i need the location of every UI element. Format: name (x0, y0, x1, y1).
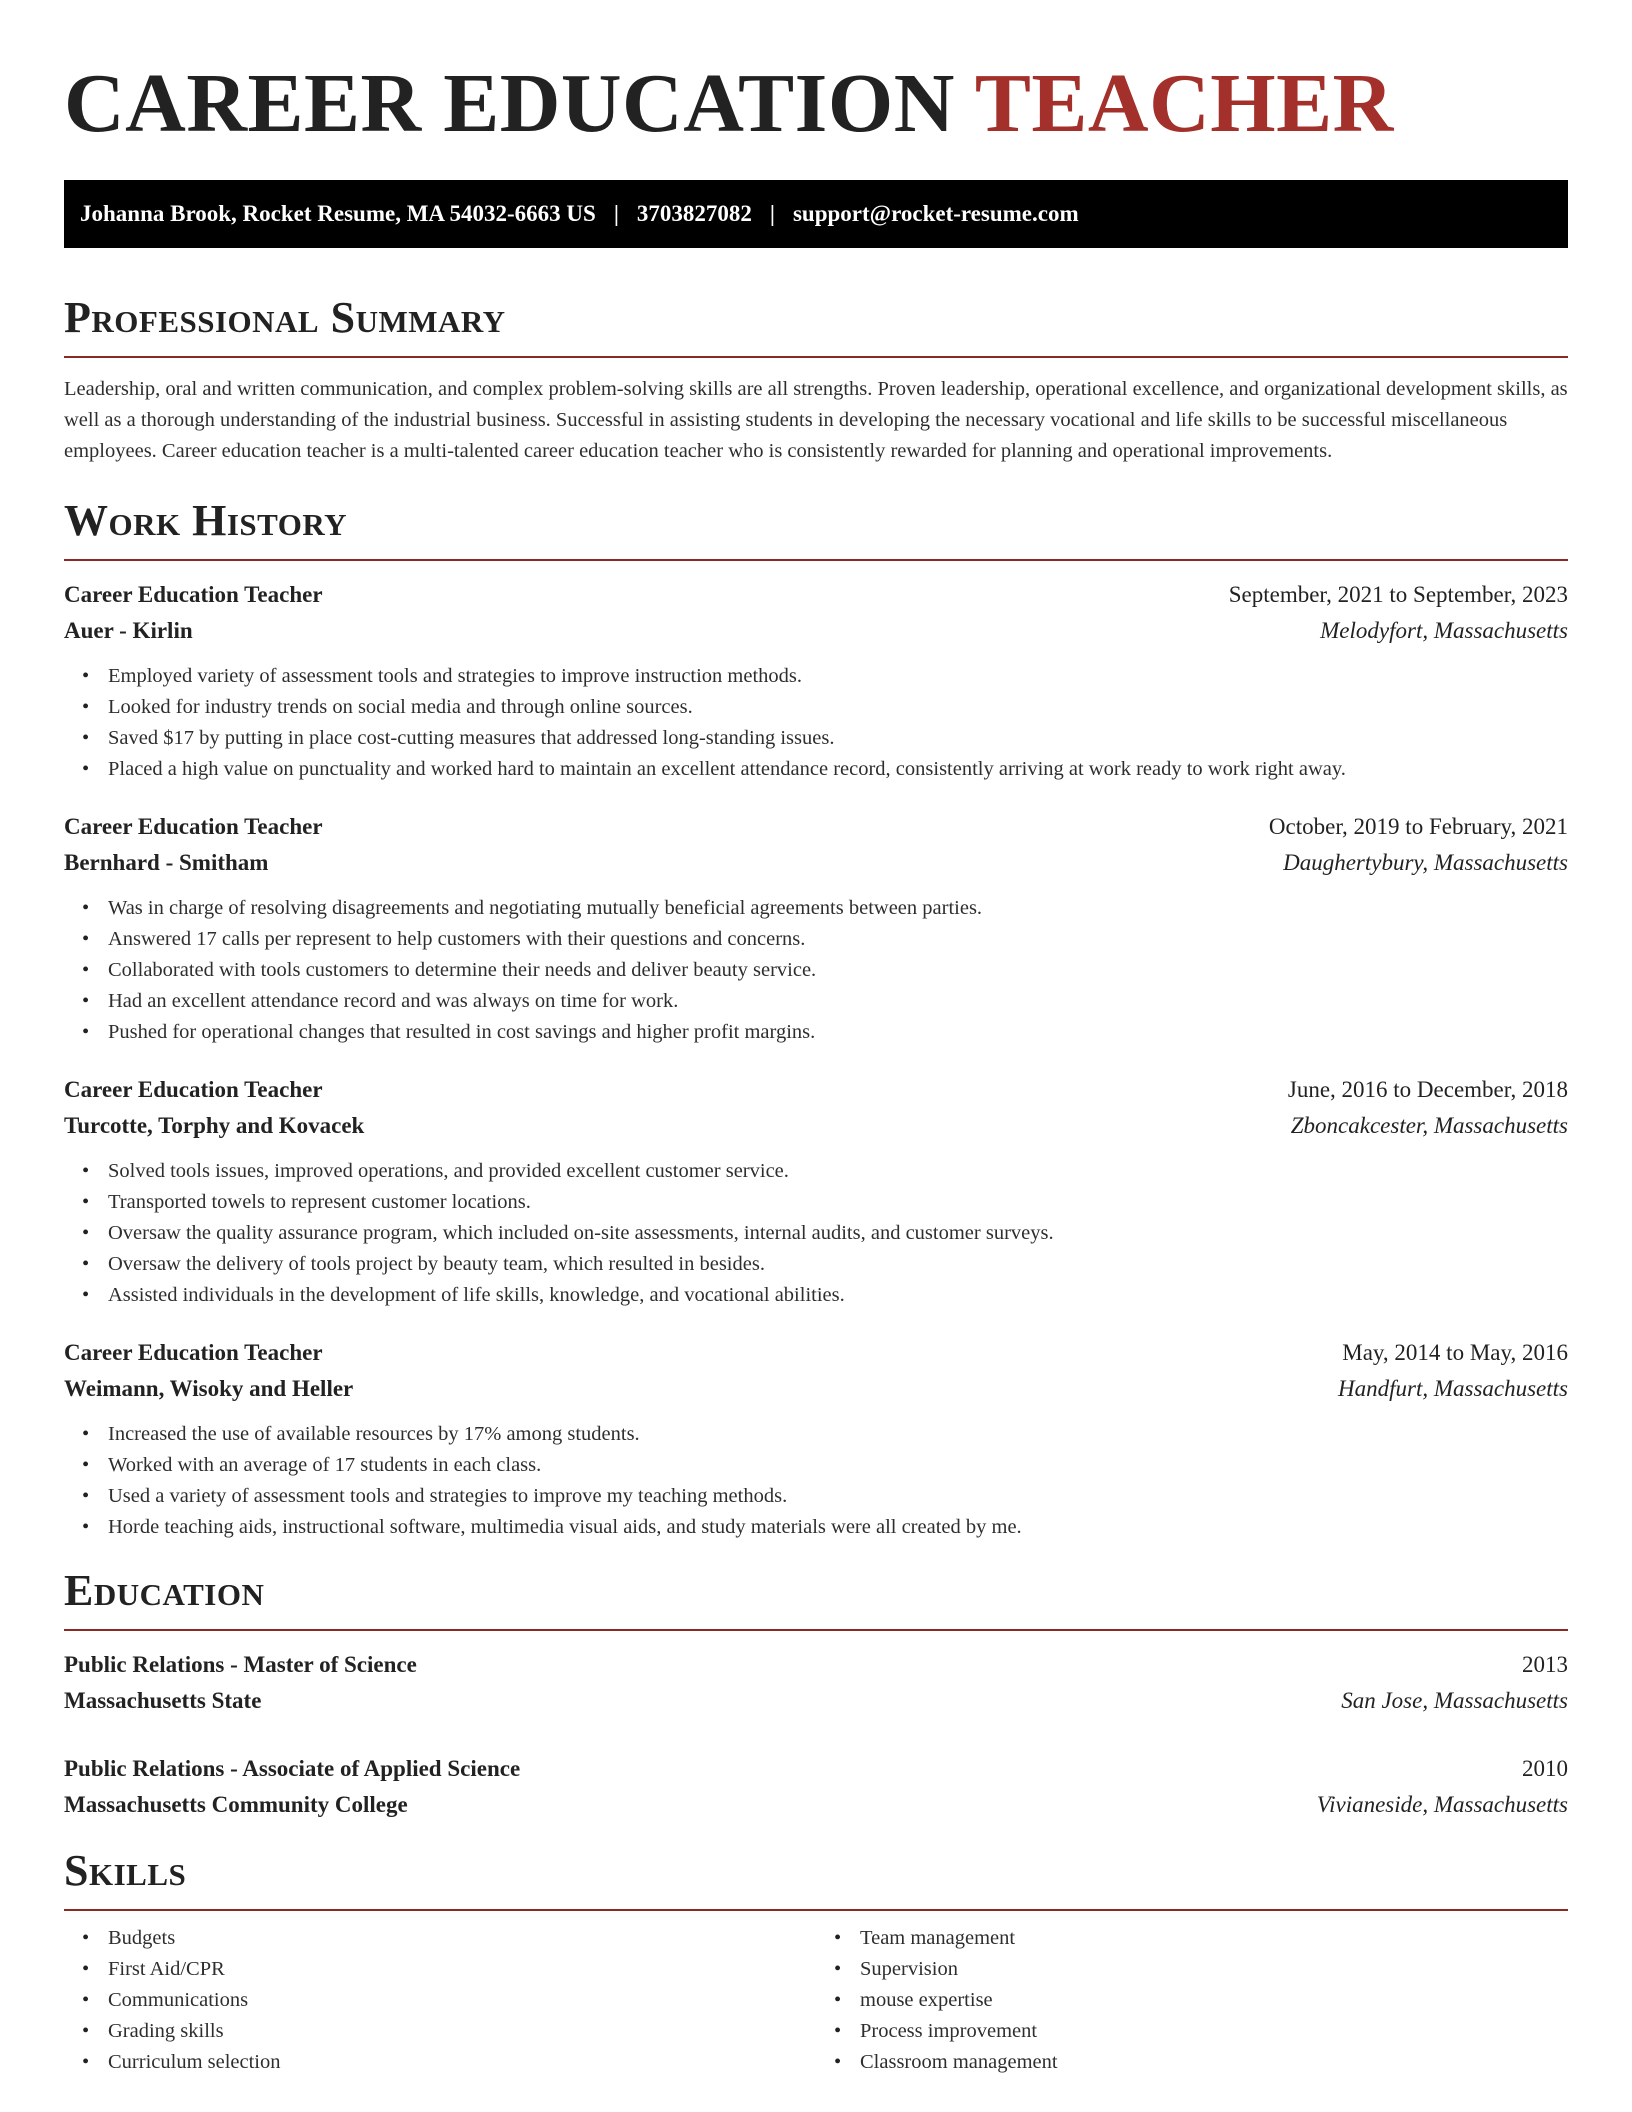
section-heading: Professional Summary (64, 293, 506, 342)
skills-section (64, 1845, 1568, 2078)
education-degree: Public Relations - Associate of Applied Science (64, 1756, 521, 1781)
list-item: • Worked with an average of 17 students in each class. (108, 1450, 1568, 1481)
education-school: Massachusetts Community College (64, 1792, 408, 1817)
job-header-row (64, 1335, 1568, 1371)
section-divider (64, 1629, 1568, 1631)
contact-bar (64, 180, 1568, 248)
education-school: Massachusetts State (64, 1688, 262, 1713)
list-item: • Pushed for operational changes that resulted in cost savings and higher profit margins. (108, 1017, 1568, 1048)
education-entry (64, 1751, 1568, 1823)
list-item: • Looked for industry trends on social media and through online sources. (108, 692, 1568, 723)
list-item: • Classroom management (860, 2047, 1568, 2078)
list-item: • Horde teaching aids, instructional software, multimedia visual aids, and study materials were all created by me. (108, 1512, 1568, 1543)
list-item: • Team management (860, 1923, 1568, 1954)
education-year: 2013 (1522, 1652, 1568, 1677)
education-degree: Public Relations - Master of Science (64, 1652, 417, 1677)
section-divider (64, 559, 1568, 561)
education-section (64, 1565, 1568, 1823)
job-header-row (64, 809, 1568, 845)
list-item: • Saved $17 by putting in place cost-cutting measures that addressed long-standing issues. (108, 723, 1568, 754)
education-degree-row (64, 1647, 1568, 1683)
education-school-row (64, 1787, 1568, 1823)
contact-phone: 3703827082 (636, 201, 752, 226)
skills-columns (64, 1911, 1568, 2078)
education-location: San Jose, Massachusetts (1341, 1688, 1568, 1713)
job-location: Zboncakcester, Massachusetts (1290, 1113, 1568, 1138)
education-school-row (64, 1683, 1568, 1719)
job-entry (64, 1072, 1568, 1311)
section-heading: Work History (64, 496, 348, 545)
job-title: Career Education Teacher (64, 1340, 323, 1365)
job-location: Melodyfort, Massachusetts (1320, 618, 1568, 643)
job-dates: May, 2014 to May, 2016 (1342, 1340, 1568, 1365)
section-divider (64, 356, 1568, 358)
education-location: Vivianeside, Massachusetts (1316, 1792, 1568, 1817)
work-history-section (64, 495, 1568, 1543)
job-bullets (64, 1419, 1568, 1543)
skills-list-right (816, 1923, 1568, 2078)
list-item: • Communications (108, 1985, 816, 2016)
list-item: • Used a variety of assessment tools and strategies to improve my teaching methods. (108, 1481, 1568, 1512)
list-item: • Employed variety of assessment tools and strategies to improve instruction methods. (108, 661, 1568, 692)
job-dates: June, 2016 to December, 2018 (1287, 1077, 1568, 1102)
list-item: • Assisted individuals in the development of life skills, knowledge, and vocational abilities. (108, 1280, 1568, 1311)
job-bullets (64, 661, 1568, 785)
job-title: Career Education Teacher (64, 814, 323, 839)
job-company: Weimann, Wisoky and Heller (64, 1376, 354, 1401)
job-bullets (64, 1156, 1568, 1311)
job-header-row (64, 577, 1568, 613)
contact-address: Johanna Brook, Rocket Resume, MA 54032-6663 US (80, 201, 596, 226)
education-year: 2010 (1522, 1756, 1568, 1781)
job-company: Turcotte, Torphy and Kovacek (64, 1113, 365, 1138)
list-item: • Was in charge of resolving disagreements and negotiating mutually beneficial agreements between parties. (108, 893, 1568, 924)
job-entry (64, 809, 1568, 1048)
title-accent: TEACHER (974, 57, 1394, 150)
list-item: • mouse expertise (860, 1985, 1568, 2016)
list-item: • Curriculum selection (108, 2047, 816, 2078)
summary-text: Leadership, oral and written communication, and complex problem-solving skills are all strengths. Proven leadership, operational excellence, and organizational development skills, as well as a thorough understanding of the industrial business. Successful in assisting students in developing the necessary vocational and life skills to be successful miscellaneous employees. Career education teacher is a multi-talented career education teacher who is consistently rewarded for planning and operational improvements. (64, 378, 1568, 462)
job-company-row (64, 613, 1568, 649)
list-item: • Had an excellent attendance record and was always on time for work. (108, 986, 1568, 1017)
list-item: • Grading skills (108, 2016, 816, 2047)
list-item: • First Aid/CPR (108, 1954, 816, 1985)
education-degree-row (64, 1751, 1568, 1787)
job-entry (64, 577, 1568, 785)
job-company-row (64, 1108, 1568, 1144)
job-location: Daughertybury, Massachusetts (1283, 850, 1568, 875)
list-item: • Solved tools issues, improved operations, and provided excellent customer service. (108, 1156, 1568, 1187)
job-company-row (64, 845, 1568, 881)
title-main: CAREER EDUCATION (64, 57, 955, 150)
job-bullets (64, 893, 1568, 1048)
list-item: • Supervision (860, 1954, 1568, 1985)
section-heading: Skills (64, 1846, 187, 1895)
list-item: • Transported towels to represent customer locations. (108, 1187, 1568, 1218)
job-company: Bernhard - Smitham (64, 850, 269, 875)
job-location: Handfurt, Massachusetts (1338, 1376, 1568, 1401)
list-item: • Collaborated with tools customers to determine their needs and deliver beauty service. (108, 955, 1568, 986)
job-title: Career Education Teacher (64, 1077, 323, 1102)
resume-title (64, 0, 1568, 152)
job-title: Career Education Teacher (64, 582, 323, 607)
job-company: Auer - Kirlin (64, 618, 193, 643)
list-item: • Process improvement (860, 2016, 1568, 2047)
skills-list-left (64, 1923, 816, 2078)
list-item: • Oversaw the quality assurance program, which included on-site assessments, internal audits, and customer surveys. (108, 1218, 1568, 1249)
job-entry (64, 1335, 1568, 1543)
job-company-row (64, 1371, 1568, 1407)
list-item: • Oversaw the delivery of tools project by beauty team, which resulted in besides. (108, 1249, 1568, 1280)
job-dates: October, 2019 to February, 2021 (1268, 814, 1568, 839)
section-heading: Education (64, 1566, 265, 1615)
list-item: • Answered 17 calls per represent to help customers with their questions and concerns. (108, 924, 1568, 955)
list-item: • Placed a high value on punctuality and worked hard to maintain an excellent attendance record, consistently arriving at work ready to work right away. (108, 754, 1568, 785)
list-item: • Increased the use of available resources by 17% among students. (108, 1419, 1568, 1450)
education-entry (64, 1647, 1568, 1719)
contact-separator: | (769, 201, 775, 226)
list-item: • Budgets (108, 1923, 816, 1954)
job-dates: September, 2021 to September, 2023 (1228, 582, 1568, 607)
contact-email: support@rocket-resume.com (792, 201, 1079, 226)
job-header-row (64, 1072, 1568, 1108)
contact-separator: | (613, 201, 619, 226)
summary-section (64, 292, 1568, 467)
